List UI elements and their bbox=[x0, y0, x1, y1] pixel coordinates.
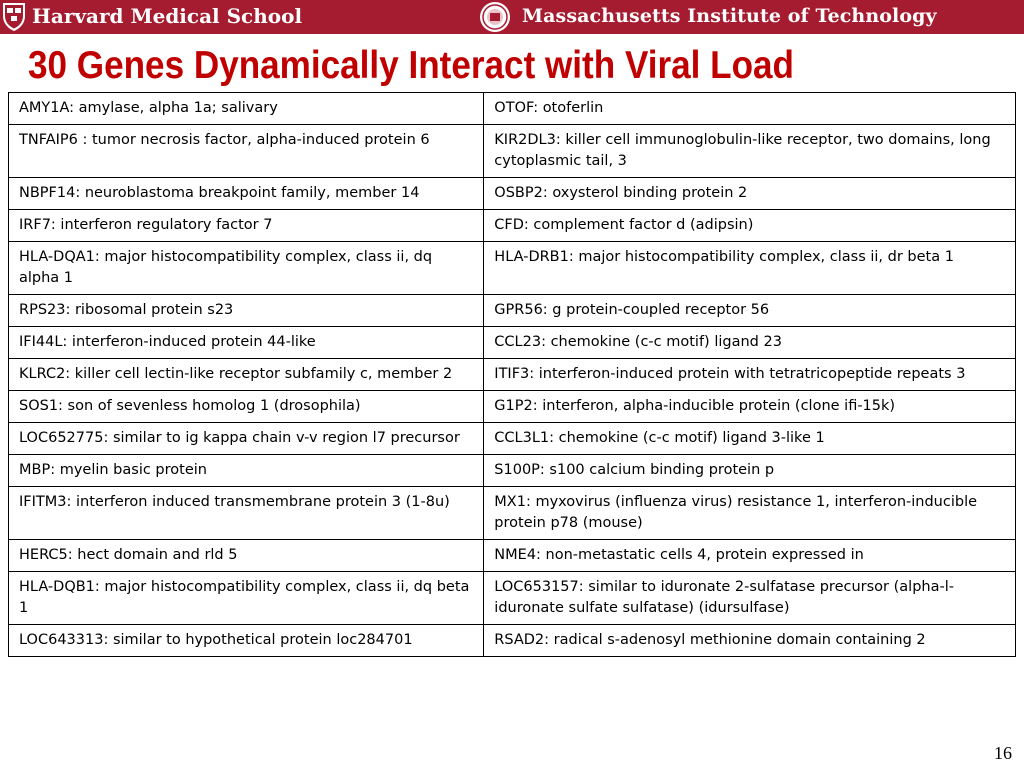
table-row bbox=[9, 487, 1016, 540]
gene-cell: HERC5: hect domain and rld 5 bbox=[9, 540, 484, 572]
gene-cell: ITIF3: interferon-induced protein with tetratricopeptide repeats 3 bbox=[484, 359, 1016, 391]
table-row bbox=[9, 178, 1016, 210]
gene-cell: GPR56: g protein-coupled receptor 56 bbox=[484, 295, 1016, 327]
gene-cell: KLRC2: killer cell lectin-like receptor subfamily c, member 2 bbox=[9, 359, 484, 391]
gene-cell: LOC652775: similar to ig kappa chain v-v region l7 precursor bbox=[9, 423, 484, 455]
gene-cell: IFI44L: interferon-induced protein 44-like bbox=[9, 327, 484, 359]
harvard-shield-icon bbox=[2, 2, 26, 32]
gene-cell: NBPF14: neuroblastoma breakpoint family, member 14 bbox=[9, 178, 484, 210]
gene-cell: RPS23: ribosomal protein s23 bbox=[9, 295, 484, 327]
table-row bbox=[9, 625, 1016, 657]
slide-title: 30 Genes Dynamically Interact with Viral Load bbox=[28, 44, 794, 87]
gene-cell: HLA-DQB1: major histocompatibility complex, class ii, dq beta 1 bbox=[9, 572, 484, 625]
gene-cell: OTOF: otoferlin bbox=[484, 93, 1016, 125]
gene-cell: KIR2DL3: killer cell immunoglobulin-like receptor, two domains, long cytoplasmic tail, 3 bbox=[484, 125, 1016, 178]
gene-cell: LOC643313: similar to hypothetical protein loc284701 bbox=[9, 625, 484, 657]
table-row bbox=[9, 540, 1016, 572]
gene-cell: OSBP2: oxysterol binding protein 2 bbox=[484, 178, 1016, 210]
gene-cell: NME4: non-metastatic cells 4, protein expressed in bbox=[484, 540, 1016, 572]
gene-cell: G1P2: interferon, alpha-inducible protein (clone ifi-15k) bbox=[484, 391, 1016, 423]
gene-cell: MBP: myelin basic protein bbox=[9, 455, 484, 487]
table-row bbox=[9, 210, 1016, 242]
table-row bbox=[9, 359, 1016, 391]
page-number: 16 bbox=[994, 743, 1012, 763]
table-row bbox=[9, 391, 1016, 423]
gene-cell: TNFAIP6 : tumor necrosis factor, alpha-induced protein 6 bbox=[9, 125, 484, 178]
gene-cell: AMY1A: amylase, alpha 1a; salivary bbox=[9, 93, 484, 125]
gene-cell: CCL23: chemokine (c-c motif) ligand 23 bbox=[484, 327, 1016, 359]
table-row bbox=[9, 93, 1016, 125]
gene-cell: MX1: myxovirus (influenza virus) resistance 1, interferon-inducible protein p78 (mouse) bbox=[484, 487, 1016, 540]
gene-cell: SOS1: son of sevenless homolog 1 (drosophila) bbox=[9, 391, 484, 423]
table-row bbox=[9, 572, 1016, 625]
header-banner bbox=[0, 0, 1024, 34]
gene-cell: HLA-DQA1: major histocompatibility complex, class ii, dq alpha 1 bbox=[9, 242, 484, 295]
mit-seal-icon bbox=[478, 1, 512, 33]
table-row bbox=[9, 455, 1016, 487]
gene-cell: CCL3L1: chemokine (c-c motif) ligand 3-like 1 bbox=[484, 423, 1016, 455]
table-row bbox=[9, 327, 1016, 359]
gene-table-body bbox=[9, 93, 1016, 657]
gene-cell: CFD: complement factor d (adipsin) bbox=[484, 210, 1016, 242]
harvard-medical-school-label: Harvard Medical School bbox=[32, 4, 303, 28]
table-row bbox=[9, 125, 1016, 178]
mit-label: Massachusetts Institute of Technology bbox=[522, 5, 937, 27]
gene-cell: IFITM3: interferon induced transmembrane protein 3 (1-8u) bbox=[9, 487, 484, 540]
table-row bbox=[9, 423, 1016, 455]
gene-table bbox=[8, 92, 1016, 657]
table-row bbox=[9, 295, 1016, 327]
gene-cell: RSAD2: radical s-adenosyl methionine domain containing 2 bbox=[484, 625, 1016, 657]
gene-cell: HLA-DRB1: major histocompatibility complex, class ii, dr beta 1 bbox=[484, 242, 1016, 295]
gene-cell: S100P: s100 calcium binding protein p bbox=[484, 455, 1016, 487]
gene-cell: LOC653157: similar to iduronate 2-sulfatase precursor (alpha-l-iduronate sulfate sulfatase) (idursulfase) bbox=[484, 572, 1016, 625]
gene-cell: IRF7: interferon regulatory factor 7 bbox=[9, 210, 484, 242]
table-row bbox=[9, 242, 1016, 295]
